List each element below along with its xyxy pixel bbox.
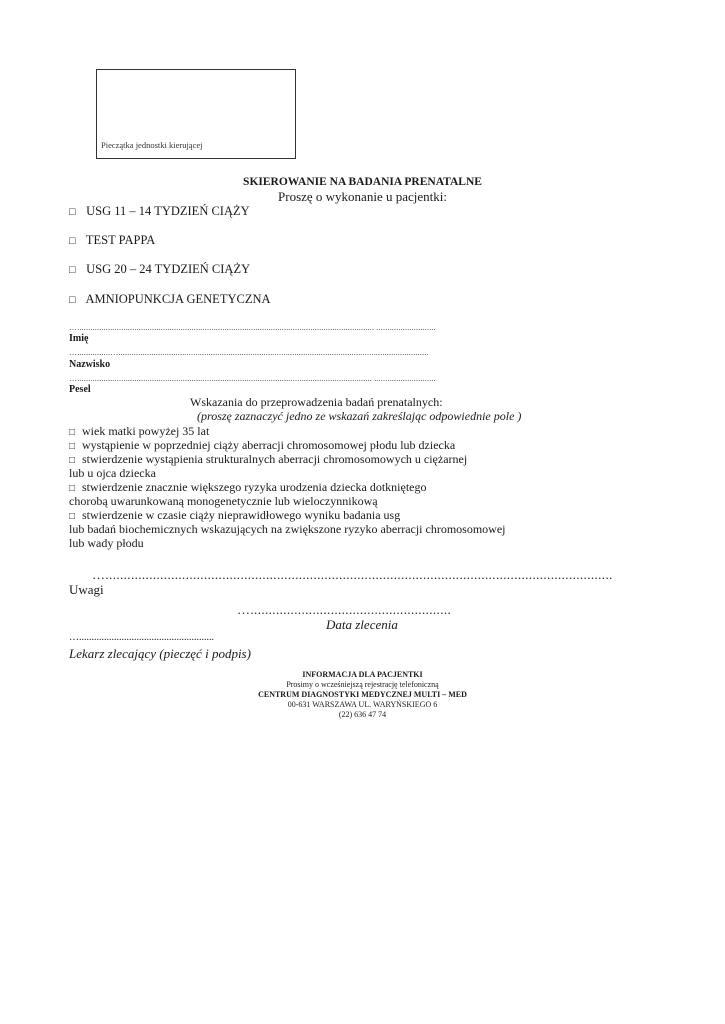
option-amniocentesis[interactable] xyxy=(69,292,271,307)
pesel-field[interactable]: …...................................................................................................................................... ............................ xyxy=(69,374,436,383)
referring-unit-stamp-box xyxy=(96,69,296,159)
document-subtitle: Proszę o wykonanie u pacjentki: xyxy=(278,189,447,204)
indications-instruction: (proszę zaznaczyć jedno ze wskazań zakreślając odpowiednie pole ) xyxy=(197,409,522,423)
indication-text-continuation: chorobą uwarunkowaną monogenetycznie lub wieloczynnikową xyxy=(69,494,378,508)
checkbox-icon[interactable]: □ xyxy=(69,235,76,247)
patient-info-center: CENTRUM DIAGNOSTYKI MEDYCZNEJ MULTI – MED xyxy=(258,690,467,699)
checkbox-icon[interactable]: □ xyxy=(69,455,76,466)
indication-text-continuation: lub wady płodu xyxy=(69,536,144,550)
surname-field[interactable]: …...............…............................................................................................................................................. xyxy=(69,348,429,357)
option-label: AMNIOPUNKCJA GENETYCZNA xyxy=(85,292,271,306)
indication-text-continuation: lub badań biochemicznych wskazujących na zwiększone ryzyko aberracji chromosomowej xyxy=(69,522,506,536)
doctor-signature-field[interactable]: …...................................................... xyxy=(69,632,214,643)
option-label: TEST PAPPA xyxy=(85,233,156,247)
checkbox-icon[interactable]: □ xyxy=(69,511,76,522)
first-name-field[interactable]: …....................................................................................................................................... ........................... xyxy=(69,323,436,332)
checkbox-icon[interactable]: □ xyxy=(69,294,76,306)
pesel-label: Pesel xyxy=(69,384,91,395)
patient-info-address: 00-631 WARSZAWA UL. WARYŃSKIEGO 6 xyxy=(287,700,438,709)
patient-info-phone: (22) 636 47 74 xyxy=(338,710,387,719)
option-test-pappa[interactable] xyxy=(69,233,155,248)
indication-text: wystąpienie w poprzedniej ciąży aberracji chromosomowej płodu lub dziecka xyxy=(82,438,456,452)
stamp-label: Pieczątka jednostki kierującej xyxy=(101,140,203,150)
remarks-field[interactable]: …........................................................................................................................................... xyxy=(92,567,613,582)
indication-text: stwierdzenie wystąpienia strukturalnych aberracji chromosomowych u ciężarnej xyxy=(82,452,468,466)
checkbox-icon[interactable]: □ xyxy=(69,483,76,494)
indication-text: stwierdzenie znacznie większego ryzyka urodzenia dziecka dotkniętego xyxy=(82,480,427,494)
option-usg-20-24[interactable] xyxy=(69,262,250,277)
surname-label: Nazwisko xyxy=(69,359,111,370)
document-title: SKIEROWANIE NA BADANIA PRENATALNE xyxy=(243,176,482,188)
checkbox-icon[interactable]: □ xyxy=(69,441,76,452)
option-usg-11-14[interactable] xyxy=(69,204,250,219)
checkbox-icon[interactable]: □ xyxy=(69,264,76,276)
order-date-field[interactable]: …....................................................... xyxy=(237,602,452,617)
indication-text: stwierdzenie w czasie ciąży nieprawidłowego wyniku badania usg xyxy=(82,508,401,522)
checkbox-icon[interactable]: □ xyxy=(69,427,76,438)
patient-info-note: Prosimy o wcześniejszą rejestrację telefoniczną xyxy=(286,680,439,689)
indication-text-continuation: lub u ojca dziecka xyxy=(69,466,156,480)
order-date-label: Data zlecenia xyxy=(326,617,398,632)
checkbox-icon[interactable]: □ xyxy=(69,206,76,218)
option-label: USG 20 – 24 TYDZIEŃ CIĄŻY xyxy=(86,262,251,276)
remarks-label: Uwagi xyxy=(69,582,104,597)
doctor-signature-label: Lekarz zlecający (pieczęć i podpis) xyxy=(69,646,251,661)
patient-info-heading: INFORMACJA DLA PACJENTKI xyxy=(302,670,423,679)
indication-text: wiek matki powyżej 35 lat xyxy=(82,424,210,438)
indications-heading: Wskazania do przeprowadzenia badań prenatalnych: xyxy=(190,395,443,409)
option-label: USG 11 – 14 TYDZIEŃ CIĄŻY xyxy=(86,204,250,218)
first-name-label: Imię xyxy=(69,333,89,344)
